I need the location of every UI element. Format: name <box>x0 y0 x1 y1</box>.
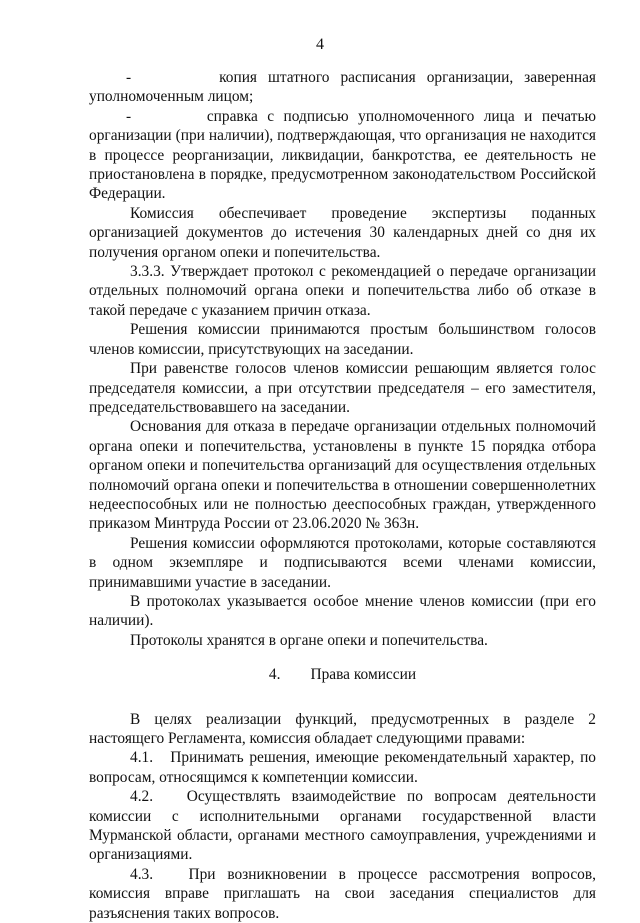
paragraph-decisions-majority: Решения комиссии принимаются простым большинством голосов членов комиссии, присутствующих на заседании. <box>89 321 596 358</box>
paragraph-protocol-storage: Протоколы хранятся в органе опеки и попечительства. <box>130 631 488 649</box>
paragraph-equal-votes: При равенстве голосов членов комиссии решающим является голос председателя комиссии, а при отсутствии председателя – его заместителя, председательствовавшего на заседании. <box>89 360 596 416</box>
paragraph-rights-intro: В целях реализации функций, предусмотренных в разделе 2 настоящего Регламента, комиссия обладает следующими правами: <box>89 710 596 747</box>
paragraph-3-3-3: 3.3.3. Утверждает протокол с рекомендацией о передаче организации отдельных полномочий органа опеки и попечительства либо об отказе в такой передаче с указанием причин отказа. <box>89 263 596 319</box>
document-body <box>89 68 596 923</box>
paragraph-refusal-grounds: Основания для отказа в передаче организации отдельных полномочий органа опеки и попечительства, установлены в пункте 15 порядка отбора органом опеки и попечительства организаций для осуществления отдельных полномочий органа опеки и попечительства в отношении совершеннолетних недееспособных или не полностью дееспособных граждан, утвержденного приказом Минтруда России от 23.06.2020 № 363н. <box>89 418 596 533</box>
paragraph-expertise: Комиссия обеспечивает проведение экспертизы поданных организацией документов до истечения 30 календарных дней со дня их получения органом опеки и попечительства. <box>89 204 596 261</box>
section-title: Права комиссии <box>310 666 417 684</box>
paragraph-4-2: 4.2. Осуществлять взаимодействие по вопросам деятельности комиссии с исполнительными органами государственной власти Мурманской области, органами местного самоуправления, учреждениями и организациями. <box>89 788 596 864</box>
list-item-staff-schedule: - копия штатного расписания организации, заверенная уполномоченным лицом; <box>89 69 596 106</box>
list-item-certificate: - справка с подписью уполномоченного лица и печатью организации (при наличии), подтверждающая, что организация не находится в процессе реорганизации, ликвидации, банкротства, ее деятельность не приостановлена в порядке, предусмотренном законодательством Российской Федерации. <box>89 107 596 203</box>
paragraph-4-3: 4.3. При возникновении в процессе рассмотрения вопросов, комиссия вправе приглашать на свои заседания специалистов для разъяснения таких вопросов. <box>89 865 596 922</box>
page-number: 4 <box>316 36 324 53</box>
paragraph-special-opinion: В протоколах указывается особое мнение членов комиссии (при его наличии). <box>89 592 596 630</box>
paragraph-4-1: 4.1. Принимать решения, имеющие рекомендательный характер, по вопросам, относящимся к компетенции комиссии. <box>89 749 596 786</box>
section-heading <box>89 665 596 684</box>
paragraph-protocols: Решения комиссии оформляются протоколами, которые составляются в одном экземпляре и подписываются всеми членами комиссии, принимавшими участие в заседании. <box>89 534 596 591</box>
section-number: 4. <box>268 666 281 684</box>
